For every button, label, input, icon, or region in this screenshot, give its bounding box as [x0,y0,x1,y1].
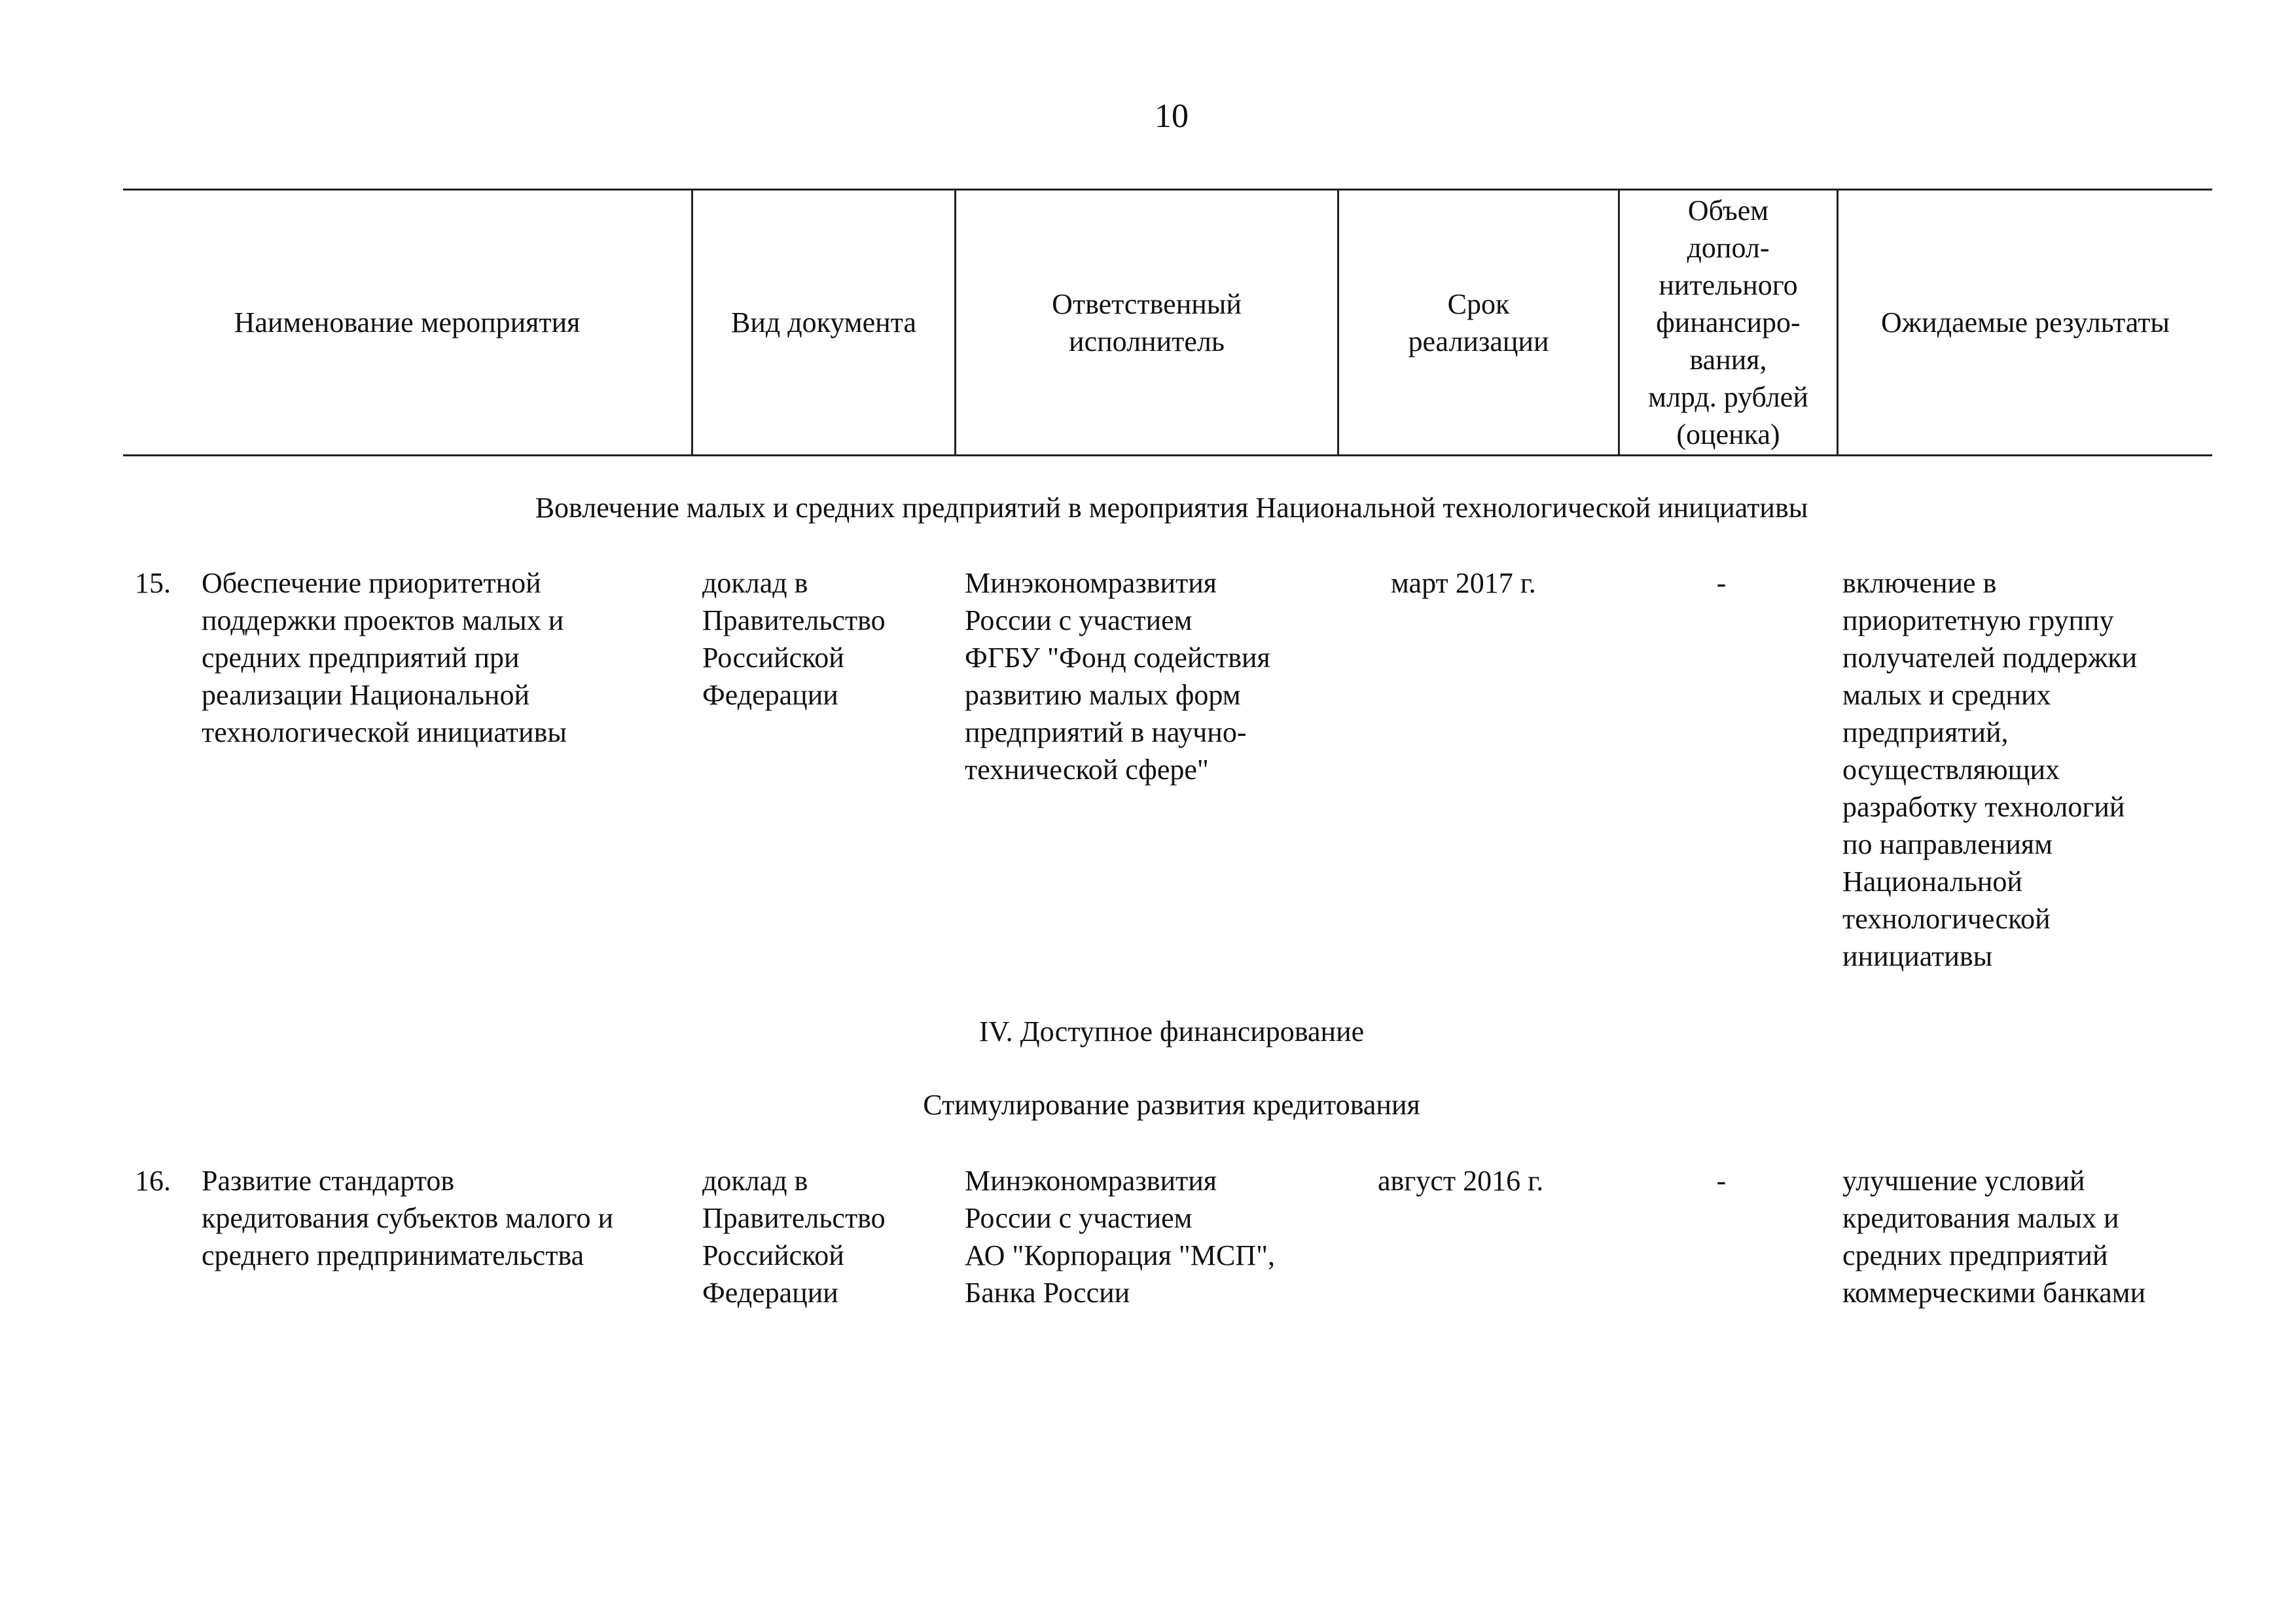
header-funding-cell [1620,191,1837,454]
row-doc: доклад в Правительство Российской Федерации [702,567,886,711]
header-doc: Вид документа [730,306,917,338]
header-exec: Ответственный исполнитель [1052,287,1242,357]
page-number: 10 [1155,98,1189,135]
row-results: включение в приоритетную группу получателей поддержки малых и средних предприятий, осуществляющих разработку технологий по направлениям Национальной технологической инициативы [1842,567,2138,972]
header-doc-cell [693,191,954,454]
header-results: Ожидаемые результаты [1881,306,2170,338]
row-name: Обеспечение приоритетной поддержки проектов малых и средних предприятий при реализации Национальной технологической инициативы [202,567,567,748]
header-funding: Объем допол- нительного финансиро- вания, млрд. рублей (оценка) [1648,194,1808,450]
row-results: улучшение условий кредитования малых и средних предприятий коммерческими банками [1842,1165,2146,1309]
header-name-cell [123,191,691,454]
table-header [123,189,2212,456]
row-term: август 2016 г. [1378,1165,1544,1197]
row-number: 16. [135,1165,171,1197]
row-term: март 2017 г. [1391,567,1536,599]
row-doc: доклад в Правительство Российской Федерации [702,1165,886,1309]
header-name: Наименование мероприятия [234,306,581,338]
section-title-nti: Вовлечение малых и средних предприятий в мероприятия Национальной технологической инициативы [535,492,1808,524]
row-funding: - [1716,1165,1727,1197]
header-exec-cell [956,191,1337,454]
header-term: Срок реализации [1408,287,1549,357]
section-title-crediting: Стимулирование развития кредитования [923,1089,1420,1121]
row-funding: - [1716,567,1727,599]
row-exec: Минэкономразвития России с участием АО "Корпорация "МСП", Банка России [965,1165,1276,1309]
header-results-cell [1839,191,2212,454]
row-exec: Минэкономразвития России с участием ФГБУ "Фонд содействия развитию малых форм предприятий в научно- технической сфере" [965,567,1270,786]
row-name: Развитие стандартов кредитования субъектов малого и среднего предпринимательства [202,1165,614,1271]
row-number: 15. [135,567,171,599]
section-title-financing: IV. Доступное финансирование [978,1015,1365,1048]
header-term-cell [1339,191,1618,454]
